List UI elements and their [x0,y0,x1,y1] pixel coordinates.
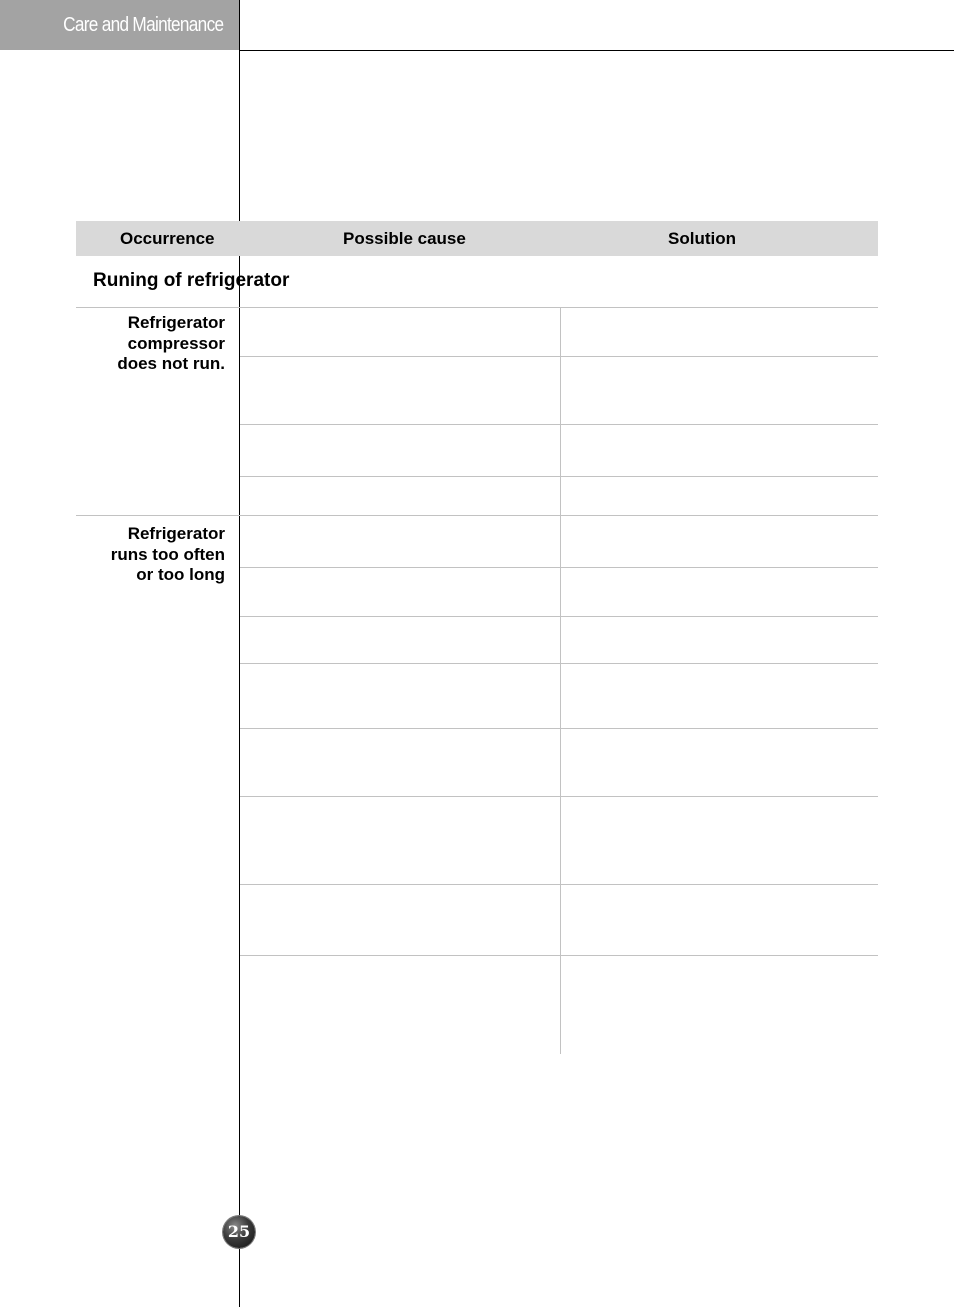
occurrence-line: does not run. [117,354,225,373]
column-divider [560,307,561,1054]
occurrence-line: or too long [136,565,225,584]
occurrence-line: Refrigerator [127,524,225,543]
row-divider [240,424,878,425]
section-tab [0,0,240,50]
header-rule [240,50,954,51]
page-number-badge [223,1216,255,1248]
row-divider [240,663,878,664]
page-number: 25 [227,1222,251,1241]
row-divider [240,616,878,617]
group-divider [76,515,878,516]
spine-line [239,256,240,1307]
row-divider [240,728,878,729]
section-title: Care and Maintenance [62,14,223,36]
occurrence-line: Refrigerator [127,313,225,332]
column-header-occurrence: Occurrence [120,229,215,248]
column-header-solution: Solution [668,229,736,248]
group-title: Runing of refrigerator [93,270,290,291]
column-header-possible-cause: Possible cause [343,229,466,248]
row-divider [240,567,878,568]
row-divider [240,796,878,797]
occurrence-cell [75,524,225,586]
row-divider [240,476,878,477]
row-divider [240,884,878,885]
group-divider [76,307,878,308]
row-divider [240,955,878,956]
occurrence-cell [75,313,225,375]
table-header [76,221,878,256]
occurrence-line: runs too often [110,544,225,564]
spine-line-top [239,0,240,221]
occurrence-line: compressor [127,333,225,353]
row-divider [240,356,878,357]
